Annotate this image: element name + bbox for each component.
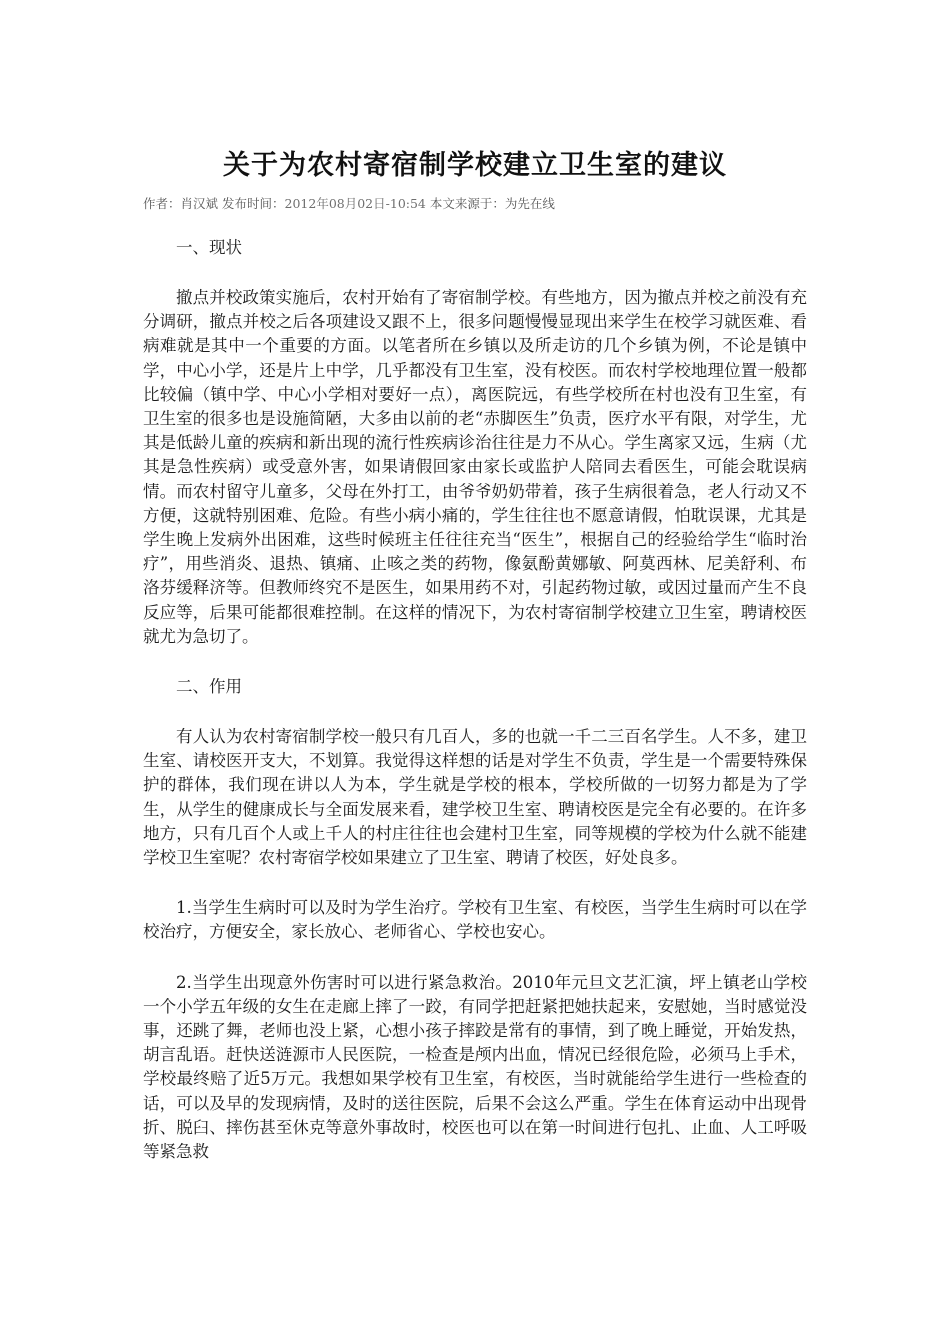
author: 作者：肖汉斌 bbox=[143, 196, 219, 211]
publish-time-label: 发布时间： bbox=[222, 196, 285, 211]
paragraph: 有人认为农村寄宿制学校一般只有几百人，多的也就一千二三百名学生。人不多，建卫生室、请校医开支大，不划算。我觉得这样想的话是对学生不负责，学生是一个需要特殊保护的群体，我们现在讲以人为本，学生就是学校的根本，学校所做的一切努力都是为了学生，从学生的健康成长与全面发展来看，建学校卫生室、聘请校医是完全有必要的。在许多地方，只有几百个人或上千人的村庄往往也会建村卫生室，同等规模的学校为什么就不能建学校卫生室呢？农村寄宿学校如果建立了卫生室、聘请了校医，好处良多。 bbox=[143, 727, 807, 868]
section-heading-role: 二、作用 bbox=[176, 677, 242, 697]
paragraph: 1.当学生生病时可以及时为学生治疗。学校有卫生室、有校医，当学生生病时可以在学校治疗，方便安全，家长放心、老师省心、学校也安心。 bbox=[143, 898, 807, 942]
document-title: 关于为农村寄宿制学校建立卫生室的建议 bbox=[223, 150, 727, 181]
section-heading-status: 一、现状 bbox=[176, 238, 242, 257]
article-meta bbox=[143, 196, 807, 212]
document-page bbox=[143, 148, 807, 1190]
article-source: 本文来源于：为先在线 bbox=[429, 196, 555, 211]
publish-date: 2012年08月02日-10:54 bbox=[284, 196, 426, 211]
paragraph: 2.当学生出现意外伤害时可以进行紧急救治。2010年元旦文艺汇演，坪上镇老山学校一个小学五年级的女生在走廊上摔了一跤，有同学把赶紧把她扶起来，安慰她，当时感觉没事，还跳了舞，老师也没上紧，心想小孩子摔跤是常有的事情，到了晚上睡觉，开始发热，胡言乱语。赶快送涟源市人民医院，一检查是颅内出血，情况已经很危险，必须马上手术，学校最终赔了近5万元。我想如果学校有卫生室，有校医，当时就能给学生进行一些检查的话，可以及早的发现病情，及时的送往医院，后果不会这么严重。学生在体育运动中出现骨折、脱臼、摔伤甚至休克等意外事故时，校医也可以在第一时间进行包扎、止血、人工呼吸等紧急救 bbox=[143, 972, 807, 1162]
paragraph: 撤点并校政策实施后，农村开始有了寄宿制学校。有些地方，因为撤点并校之前没有充分调研，撤点并校之后各项建设又跟不上，很多问题慢慢显现出来学生在校学习就医难、看病难就是其中一个重要的方面。以笔者所在乡镇以及所走访的几个乡镇为例，不论是镇中学，中心小学，还是片上中学，几乎都没有卫生室，没有校医。而农村学校地理位置一般都比较偏（镇中学、中心小学相对要好一点），离医院远，有些学校所在村也没有卫生室，有卫生室的很多也是设施简陋，大多由以前的老“赤脚医生”负责，医疗水平有限，对学生，尤其是低龄儿童的疾病和新出现的流行性疾病诊治往往是力不从心。学生离家又远，生病（尤其是急性疾病）或受意外害，如果请假回家由家长或监护人陪同去看医生，可能会耽误病情。而农村留守儿童多，父母在外打工，由爷爷奶奶带着，孩子生病很着急，老人行动又不方便，这就特别困难、危险。有些小病小痛的，学生往往也不愿意请假，怕耽误课，尤其是学生晚上发病外出困难，这些时候班主任往往充当“医生”，根据自己的经验给学生“临时治疗”，用些消炎、退热、镇痛、止咳之类的药物，像氨酚黄娜敏、阿莫西林、尼美舒利、布洛芬缓释济等。但教师终究不是医生，如果用药不对，引起药物过敏，或因过量而产生不良反应等，后果可能都很难控制。在这样的情况下，为农村寄宿制学校建立卫生室，聘请校医就尤为急切了。 bbox=[143, 288, 807, 646]
